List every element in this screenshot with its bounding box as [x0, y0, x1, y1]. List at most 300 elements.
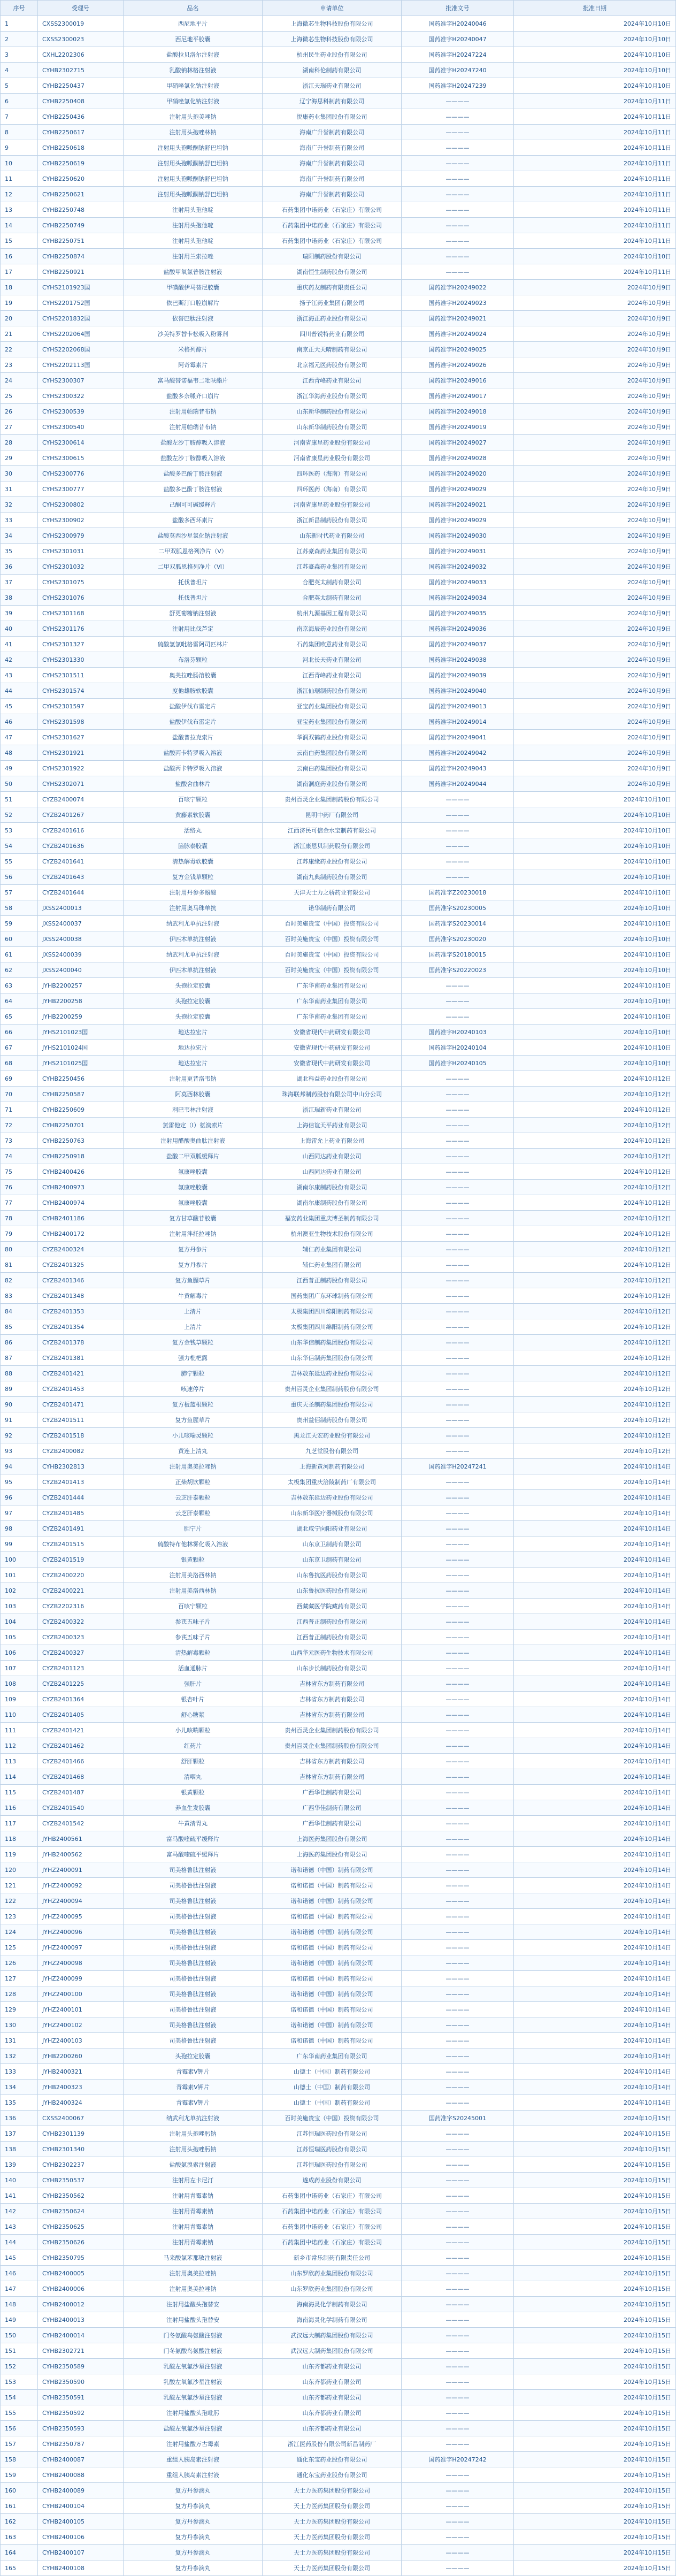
cell-approval-no: ————: [402, 2359, 514, 2374]
cell-approval-date: 2024年10月10日: [514, 1040, 676, 1056]
cell-product-name: 上清片: [124, 1304, 263, 1319]
cell-applicant: 上海医药集团股份有限公司: [263, 1847, 402, 1862]
cell-index: 155: [1, 2405, 38, 2421]
cell-product-name: 银杏叶片: [124, 1692, 263, 1707]
cell-approval-no: ————: [402, 1645, 514, 1661]
cell-index: 58: [1, 900, 38, 916]
table-row: [1, 1459, 676, 1474]
cell-product-name: 注射用美洛西林钠: [124, 1583, 263, 1599]
cell-accept-no: CYZB2401123: [38, 1661, 124, 1676]
cell-approval-date: 2024年10月11日: [514, 125, 676, 140]
cell-index: 76: [1, 1180, 38, 1195]
cell-applicant: 山德士（中国）制药有限公司: [263, 2095, 402, 2111]
cell-applicant: 诺和诺德（中国）制药有限公司: [263, 1862, 402, 1878]
cell-accept-no: JYHB2400321: [38, 2064, 124, 2080]
cell-product-name: 注射用盐酸头孢吡肟: [124, 2405, 263, 2421]
cell-index: 94: [1, 1459, 38, 1474]
cell-product-name: 盐酸多巴酚丁胺注射液: [124, 466, 263, 481]
cell-index: 32: [1, 497, 38, 513]
table-row: [1, 218, 676, 233]
cell-product-name: 司美格鲁肽注射液: [124, 1878, 263, 1893]
cell-accept-no: CYZB2401540: [38, 1800, 124, 1816]
cell-approval-date: 2024年10月14日: [514, 1754, 676, 1769]
cell-approval-date: 2024年10月11日: [514, 264, 676, 280]
cell-product-name: 强肝片: [124, 1676, 263, 1692]
cell-approval-date: 2024年10月15日: [514, 2312, 676, 2328]
cell-index: 26: [1, 404, 38, 419]
cell-approval-date: 2024年10月9日: [514, 652, 676, 668]
cell-product-name: 纳武利尤单抗注射液: [124, 2111, 263, 2126]
table-row: [1, 497, 676, 513]
cell-index: 92: [1, 1428, 38, 1443]
cell-approval-date: 2024年10月11日: [514, 218, 676, 233]
cell-approval-no: 国药准字H20247241: [402, 1459, 514, 1474]
cell-approval-date: 2024年10月14日: [514, 1583, 676, 1599]
cell-accept-no: CYZB2401405: [38, 1707, 124, 1723]
cell-applicant: 诺和诺德（中国）制药有限公司: [263, 1955, 402, 1971]
cell-product-name: 参芪五味子片: [124, 1630, 263, 1645]
cell-index: 90: [1, 1397, 38, 1412]
cell-accept-no: CYZB2401354: [38, 1319, 124, 1335]
table-row: [1, 1692, 676, 1707]
cell-product-name: 肺宁颗粒: [124, 1366, 263, 1381]
cell-applicant: 山东新华制药股份有限公司: [263, 404, 402, 419]
cell-approval-no: ————: [402, 1723, 514, 1738]
table-row: [1, 1847, 676, 1862]
cell-product-name: 盐酸多西环素片: [124, 513, 263, 528]
cell-accept-no: CYHS2301627: [38, 730, 124, 745]
cell-accept-no: CYHB2350591: [38, 2390, 124, 2405]
cell-product-name: 二甲双胍恩格列净片（Ⅴ）: [124, 544, 263, 559]
cell-approval-date: 2024年10月15日: [514, 2297, 676, 2312]
cell-applicant: 江苏恒瑞医药股份有限公司: [263, 2157, 402, 2173]
cell-approval-no: ————: [402, 1102, 514, 1118]
cell-accept-no: CYHS2301330: [38, 652, 124, 668]
cell-applicant: 通化东宝药业股份有限公司: [263, 2452, 402, 2467]
cell-index: 66: [1, 1025, 38, 1040]
cell-approval-no: ————: [402, 1568, 514, 1583]
cell-applicant: 南京正大天晴制药有限公司: [263, 342, 402, 357]
cell-applicant: 亚宝药业集团股份有限公司: [263, 699, 402, 714]
cell-index: 28: [1, 435, 38, 450]
table-row: [1, 1645, 676, 1661]
cell-index: 68: [1, 1056, 38, 1071]
cell-index: 105: [1, 1630, 38, 1645]
cell-product-name: 复方丹参片: [124, 1242, 263, 1257]
cell-approval-no: ————: [402, 2467, 514, 2483]
cell-approval-date: 2024年10月14日: [514, 1568, 676, 1583]
table-row: [1, 2297, 676, 2312]
cell-index: 1: [1, 16, 38, 32]
cell-applicant: 山东步长制药股份有限公司: [263, 1661, 402, 1676]
cell-index: 139: [1, 2157, 38, 2173]
cell-accept-no: CYHB2400974: [38, 1195, 124, 1211]
cell-approval-date: 2024年10月15日: [514, 2188, 676, 2204]
cell-accept-no: CYZB2400324: [38, 1242, 124, 1257]
table-row: [1, 854, 676, 869]
cell-approval-no: ————: [402, 1133, 514, 1149]
table-row: [1, 792, 676, 807]
cell-approval-date: 2024年10月14日: [514, 1645, 676, 1661]
cell-applicant: 上海医药集团股份有限公司: [263, 1831, 402, 1847]
cell-approval-date: 2024年10月14日: [514, 1878, 676, 1893]
cell-approval-date: 2024年10月9日: [514, 497, 676, 513]
cell-product-name: 盐酸伊伐布雷定片: [124, 699, 263, 714]
cell-approval-no: ————: [402, 1924, 514, 1940]
cell-approval-no: ————: [402, 1599, 514, 1614]
cell-accept-no: CYZB2401421: [38, 1723, 124, 1738]
cell-index: 106: [1, 1645, 38, 1661]
cell-applicant: 浙江天瑞药业有限公司: [263, 78, 402, 94]
cell-product-name: 复方丹参滴丸: [124, 2545, 263, 2560]
cell-applicant: 上海雷允上药业有限公司: [263, 1133, 402, 1149]
cell-product-name: 活血通脉片: [124, 1661, 263, 1676]
cell-approval-date: 2024年10月14日: [514, 1614, 676, 1630]
cell-approval-no: ————: [402, 1474, 514, 1490]
table-row: [1, 1257, 676, 1273]
cell-applicant: 安徽省现代中药研发有限公司: [263, 1056, 402, 1071]
cell-index: 72: [1, 1118, 38, 1133]
cell-product-name: 胆宁片: [124, 1521, 263, 1537]
cell-product-name: 上清片: [124, 1319, 263, 1335]
table-row: [1, 2374, 676, 2390]
cell-index: 151: [1, 2343, 38, 2359]
cell-approval-date: 2024年10月9日: [514, 637, 676, 652]
cell-applicant: 天士力医药集团股份有限公司: [263, 2560, 402, 2576]
cell-approval-no: 国药准字S20220023: [402, 962, 514, 978]
cell-index: 154: [1, 2390, 38, 2405]
cell-product-name: 乳酸钠林格注射液: [124, 63, 263, 78]
cell-approval-no: 国药准字H20249037: [402, 637, 514, 652]
cell-accept-no: CYZB2401413: [38, 1474, 124, 1490]
cell-index: 75: [1, 1164, 38, 1180]
cell-approval-no: ————: [402, 1537, 514, 1552]
cell-accept-no: CYHS2302071: [38, 776, 124, 792]
cell-applicant: 河南省康星药业股份有限公司: [263, 450, 402, 466]
cell-applicant: 海南广升誉制药有限公司: [263, 140, 402, 156]
cell-approval-date: 2024年10月10日: [514, 916, 676, 931]
cell-applicant: 广东华南药业集团有限公司: [263, 993, 402, 1009]
cell-product-name: 司美格鲁肽注射液: [124, 1986, 263, 2002]
cell-accept-no: CYZB2401453: [38, 1381, 124, 1397]
cell-product-name: 注射用左卡尼汀: [124, 2173, 263, 2188]
cell-applicant: 上海微芯生物科技股份有限公司: [263, 16, 402, 32]
table-row: [1, 1583, 676, 1599]
cell-approval-date: 2024年10月12日: [514, 1335, 676, 1350]
cell-product-name: 氟康唑胶囊: [124, 1180, 263, 1195]
cell-index: 15: [1, 233, 38, 249]
cell-approval-no: ————: [402, 1397, 514, 1412]
cell-product-name: 复方鱼腥草片: [124, 1412, 263, 1428]
cell-applicant: 昆明中药厂有限公司: [263, 807, 402, 823]
table-row: [1, 1118, 676, 1133]
table-row: [1, 1785, 676, 1800]
cell-accept-no: JYHZ2400097: [38, 1940, 124, 1955]
cell-approval-date: 2024年10月15日: [514, 2545, 676, 2560]
cell-approval-no: ————: [402, 2204, 514, 2219]
cell-product-name: 米格列醇片: [124, 342, 263, 357]
cell-product-name: 硫酸氢氯吡格雷阿司匹林片: [124, 637, 263, 652]
cell-accept-no: CYHB2250609: [38, 1102, 124, 1118]
cell-approval-date: 2024年10月12日: [514, 1412, 676, 1428]
cell-product-name: 甲磺酸伊马替尼胶囊: [124, 280, 263, 295]
cell-approval-date: 2024年10月14日: [514, 1893, 676, 1909]
cell-applicant: 遂成药业股份有限公司: [263, 2173, 402, 2188]
cell-index: 135: [1, 2095, 38, 2111]
table-row: [1, 94, 676, 109]
cell-approval-no: ————: [402, 2514, 514, 2529]
cell-product-name: 复方丹参滴丸: [124, 2529, 263, 2545]
cell-applicant: 山东齐都药业有限公司: [263, 2359, 402, 2374]
cell-approval-no: ————: [402, 171, 514, 187]
table-row: [1, 1599, 676, 1614]
cell-applicant: 辽宁海思科制药有限公司: [263, 94, 402, 109]
cell-product-name: 盐酸丙卡特罗吸入溶液: [124, 761, 263, 776]
cell-applicant: 武汉远大制药集团股份有限公司: [263, 2343, 402, 2359]
cell-approval-date: 2024年10月15日: [514, 2157, 676, 2173]
cell-index: 118: [1, 1831, 38, 1847]
cell-product-name: 注射用头孢哌酮钠舒巴坦钠: [124, 187, 263, 202]
cell-index: 140: [1, 2173, 38, 2188]
cell-product-name: 复方鱼腥草片: [124, 1273, 263, 1288]
cell-product-name: 青霉素V钾片: [124, 2064, 263, 2080]
cell-product-name: 盐酸莫西沙星氯化钠注射液: [124, 528, 263, 544]
cell-accept-no: JYHB2200257: [38, 978, 124, 993]
table-row: [1, 2250, 676, 2266]
cell-accept-no: CYHB2400088: [38, 2467, 124, 2483]
cell-approval-no: 国药准字H20249030: [402, 528, 514, 544]
cell-accept-no: CYZB2401346: [38, 1273, 124, 1288]
cell-accept-no: CYHB2400106: [38, 2529, 124, 2545]
table-row: [1, 2498, 676, 2514]
cell-index: 144: [1, 2235, 38, 2250]
cell-accept-no: JXSS2400038: [38, 931, 124, 947]
cell-applicant: 石药集团中诺药业（石家庄）有限公司: [263, 218, 402, 233]
cell-index: 42: [1, 652, 38, 668]
cell-product-name: 注射用兰索拉唑: [124, 249, 263, 264]
cell-applicant: 国药集团广东环球制药有限公司: [263, 1288, 402, 1304]
cell-accept-no: CYHB2250751: [38, 233, 124, 249]
table-row: [1, 1924, 676, 1940]
cell-approval-no: ————: [402, 1785, 514, 1800]
cell-approval-date: 2024年10月9日: [514, 621, 676, 637]
table-row: [1, 78, 676, 94]
cell-product-name: 布洛芬颗粒: [124, 652, 263, 668]
cell-approval-date: 2024年10月11日: [514, 187, 676, 202]
cell-approval-no: 国药准字H20249017: [402, 388, 514, 404]
cell-applicant: 诺和诺德（中国）制药有限公司: [263, 2033, 402, 2048]
cell-index: 24: [1, 373, 38, 388]
cell-product-name: 氟康唑胶囊: [124, 1195, 263, 1211]
cell-accept-no: CYZB2401421: [38, 1366, 124, 1381]
cell-approval-no: 国药准字H20249028: [402, 450, 514, 466]
table-row: [1, 109, 676, 125]
cell-approval-no: ————: [402, 838, 514, 854]
cell-index: 5: [1, 78, 38, 94]
cell-applicant: 湖南九典制药股份有限公司: [263, 869, 402, 885]
cell-accept-no: CYZB2401644: [38, 885, 124, 900]
cell-applicant: 山东新华医疗器械股份有限公司: [263, 1505, 402, 1521]
table-row: [1, 1025, 676, 1040]
cell-product-name: 注射用头孢哌酮钠舒巴坦钠: [124, 140, 263, 156]
cell-accept-no: JYHB2400561: [38, 1831, 124, 1847]
cell-accept-no: CYHS2301168: [38, 606, 124, 621]
cell-applicant: 四川普锐特药业有限公司: [263, 326, 402, 342]
cell-index: 123: [1, 1909, 38, 1924]
cell-approval-no: 国药准字H20240104: [402, 1040, 514, 1056]
cell-applicant: 江西普正制药股份有限公司: [263, 1273, 402, 1288]
cell-accept-no: CYHS2300979: [38, 528, 124, 544]
table-row: [1, 637, 676, 652]
cell-accept-no: CYHS2300539: [38, 404, 124, 419]
cell-index: 120: [1, 1862, 38, 1878]
table-row: [1, 2111, 676, 2126]
cell-applicant: 海南广升誉制药有限公司: [263, 125, 402, 140]
cell-applicant: 山东齐都药业有限公司: [263, 2374, 402, 2390]
cell-approval-no: ————: [402, 2250, 514, 2266]
cell-accept-no: JXSS2400040: [38, 962, 124, 978]
cell-accept-no: CYHB2400105: [38, 2514, 124, 2529]
cell-approval-date: 2024年10月9日: [514, 357, 676, 373]
cell-accept-no: CYHB2350625: [38, 2219, 124, 2235]
cell-approval-date: 2024年10月14日: [514, 1661, 676, 1676]
cell-accept-no: CYHB2350562: [38, 2188, 124, 2204]
cell-approval-no: ————: [402, 2142, 514, 2157]
cell-accept-no: CYHB2400013: [38, 2312, 124, 2328]
table-row: [1, 2188, 676, 2204]
cell-product-name: 沙美特罗替卡松吸入粉雾剂: [124, 326, 263, 342]
table-row: [1, 16, 676, 32]
cell-accept-no: CYHB2350795: [38, 2250, 124, 2266]
cell-approval-date: 2024年10月11日: [514, 156, 676, 171]
cell-product-name: 门冬氨酸鸟氨酸注射液: [124, 2328, 263, 2343]
cell-approval-no: ————: [402, 1614, 514, 1630]
cell-approval-date: 2024年10月14日: [514, 1909, 676, 1924]
cell-approval-no: ————: [402, 2002, 514, 2017]
cell-accept-no: CYHS2301075: [38, 575, 124, 590]
cell-approval-date: 2024年10月15日: [514, 2281, 676, 2297]
cell-applicant: 杭州九源基因工程有限公司: [263, 606, 402, 621]
cell-index: 141: [1, 2188, 38, 2204]
cell-applicant: 贵州百灵企业集团制药股份有限公司: [263, 1738, 402, 1754]
cell-approval-date: 2024年10月14日: [514, 1630, 676, 1645]
cell-approval-no: ————: [402, 1955, 514, 1971]
cell-product-name: 云芝肝泰颗粒: [124, 1490, 263, 1505]
table-row: [1, 2312, 676, 2328]
cell-approval-date: 2024年10月9日: [514, 450, 676, 466]
cell-approval-no: 国药准字H20249039: [402, 668, 514, 683]
cell-approval-no: 国药准字H20249020: [402, 466, 514, 481]
cell-index: 71: [1, 1102, 38, 1118]
cell-approval-no: 国药准字H20249024: [402, 326, 514, 342]
cell-approval-no: ————: [402, 2498, 514, 2514]
cell-approval-no: ————: [402, 2560, 514, 2576]
cell-accept-no: JYHB2400562: [38, 1847, 124, 1862]
cell-index: 34: [1, 528, 38, 544]
cell-applicant: 山东罗欣药业集团股份有限公司: [263, 2281, 402, 2297]
cell-approval-date: 2024年10月14日: [514, 1474, 676, 1490]
cell-approval-no: 国药准字H20249021: [402, 311, 514, 326]
cell-approval-no: ————: [402, 2328, 514, 2343]
table-row: [1, 1288, 676, 1304]
cell-approval-no: 国药准字H20249025: [402, 342, 514, 357]
cell-approval-date: 2024年10月9日: [514, 714, 676, 730]
table-row: [1, 1568, 676, 1583]
cell-applicant: 江西青峰药业有限公司: [263, 668, 402, 683]
cell-product-name: 依巴斯汀口腔崩解片: [124, 295, 263, 311]
cell-applicant: 福安药业集团重庆博圣制药有限公司: [263, 1211, 402, 1226]
cell-applicant: 天士力医药集团股份有限公司: [263, 2483, 402, 2498]
cell-index: 3: [1, 47, 38, 63]
cell-product-name: 托伐普坦片: [124, 590, 263, 606]
cell-product-name: 复方丹参滴丸: [124, 2483, 263, 2498]
cell-product-name: 地达拉宏片: [124, 1056, 263, 1071]
cell-approval-no: 国药准字H20249026: [402, 357, 514, 373]
cell-approval-no: ————: [402, 1164, 514, 1180]
cell-product-name: 注射用奥美拉唑钠: [124, 1459, 263, 1474]
cell-product-name: 养血生发胶囊: [124, 1800, 263, 1816]
table-row: [1, 1164, 676, 1180]
cell-product-name: 甲硝唑氯化钠注射液: [124, 78, 263, 94]
table-row: [1, 2033, 676, 2048]
cell-approval-date: 2024年10月15日: [514, 2390, 676, 2405]
cell-accept-no: CYHB2400104: [38, 2498, 124, 2514]
cell-approval-no: ————: [402, 2157, 514, 2173]
cell-approval-date: 2024年10月9日: [514, 559, 676, 575]
cell-index: 99: [1, 1537, 38, 1552]
cell-product-name: 奥美拉唑肠溶胶囊: [124, 668, 263, 683]
cell-approval-date: 2024年10月15日: [514, 2374, 676, 2390]
table-row: [1, 2452, 676, 2467]
cell-approval-date: 2024年10月14日: [514, 1490, 676, 1505]
cell-approval-date: 2024年10月11日: [514, 202, 676, 218]
table-row: [1, 1769, 676, 1785]
cell-index: 77: [1, 1195, 38, 1211]
cell-product-name: 牛黄解毒片: [124, 1288, 263, 1304]
cell-approval-no: 国药准字H20249018: [402, 404, 514, 419]
cell-approval-date: 2024年10月9日: [514, 730, 676, 745]
cell-product-name: 乳酸左氧氟沙星注射液: [124, 2390, 263, 2405]
cell-product-name: 地达拉宏片: [124, 1025, 263, 1040]
cell-approval-no: ————: [402, 2080, 514, 2095]
cell-index: 29: [1, 450, 38, 466]
cell-applicant: 湖北科益药业股份有限公司: [263, 1071, 402, 1087]
cell-approval-date: 2024年10月14日: [514, 1692, 676, 1707]
cell-approval-date: 2024年10月9日: [514, 435, 676, 450]
cell-accept-no: CYHB2400973: [38, 1180, 124, 1195]
cell-approval-no: 国药准字H20249031: [402, 544, 514, 559]
cell-index: 138: [1, 2142, 38, 2157]
table-row: [1, 2017, 676, 2033]
cell-applicant: 天士力医药集团股份有限公司: [263, 2498, 402, 2514]
table-row: [1, 1149, 676, 1164]
cell-product-name: 伊匹木单抗注射液: [124, 962, 263, 978]
cell-index: 8: [1, 125, 38, 140]
cell-product-name: 硫酸特布他林雾化吸入溶液: [124, 1537, 263, 1552]
cell-approval-no: ————: [402, 1893, 514, 1909]
cell-applicant: 浙江瑞新药业有限公司: [263, 1102, 402, 1118]
cell-index: 6: [1, 94, 38, 109]
cell-product-name: 阿奇霉素片: [124, 357, 263, 373]
cell-approval-no: ————: [402, 1552, 514, 1568]
cell-index: 33: [1, 513, 38, 528]
cell-accept-no: CYZB2401381: [38, 1350, 124, 1366]
cell-approval-no: ————: [402, 2405, 514, 2421]
table-row: [1, 1971, 676, 1986]
cell-product-name: 重组人胰岛素注射液: [124, 2467, 263, 2483]
cell-approval-date: 2024年10月9日: [514, 606, 676, 621]
cell-approval-no: 国药准字H20249029: [402, 481, 514, 497]
